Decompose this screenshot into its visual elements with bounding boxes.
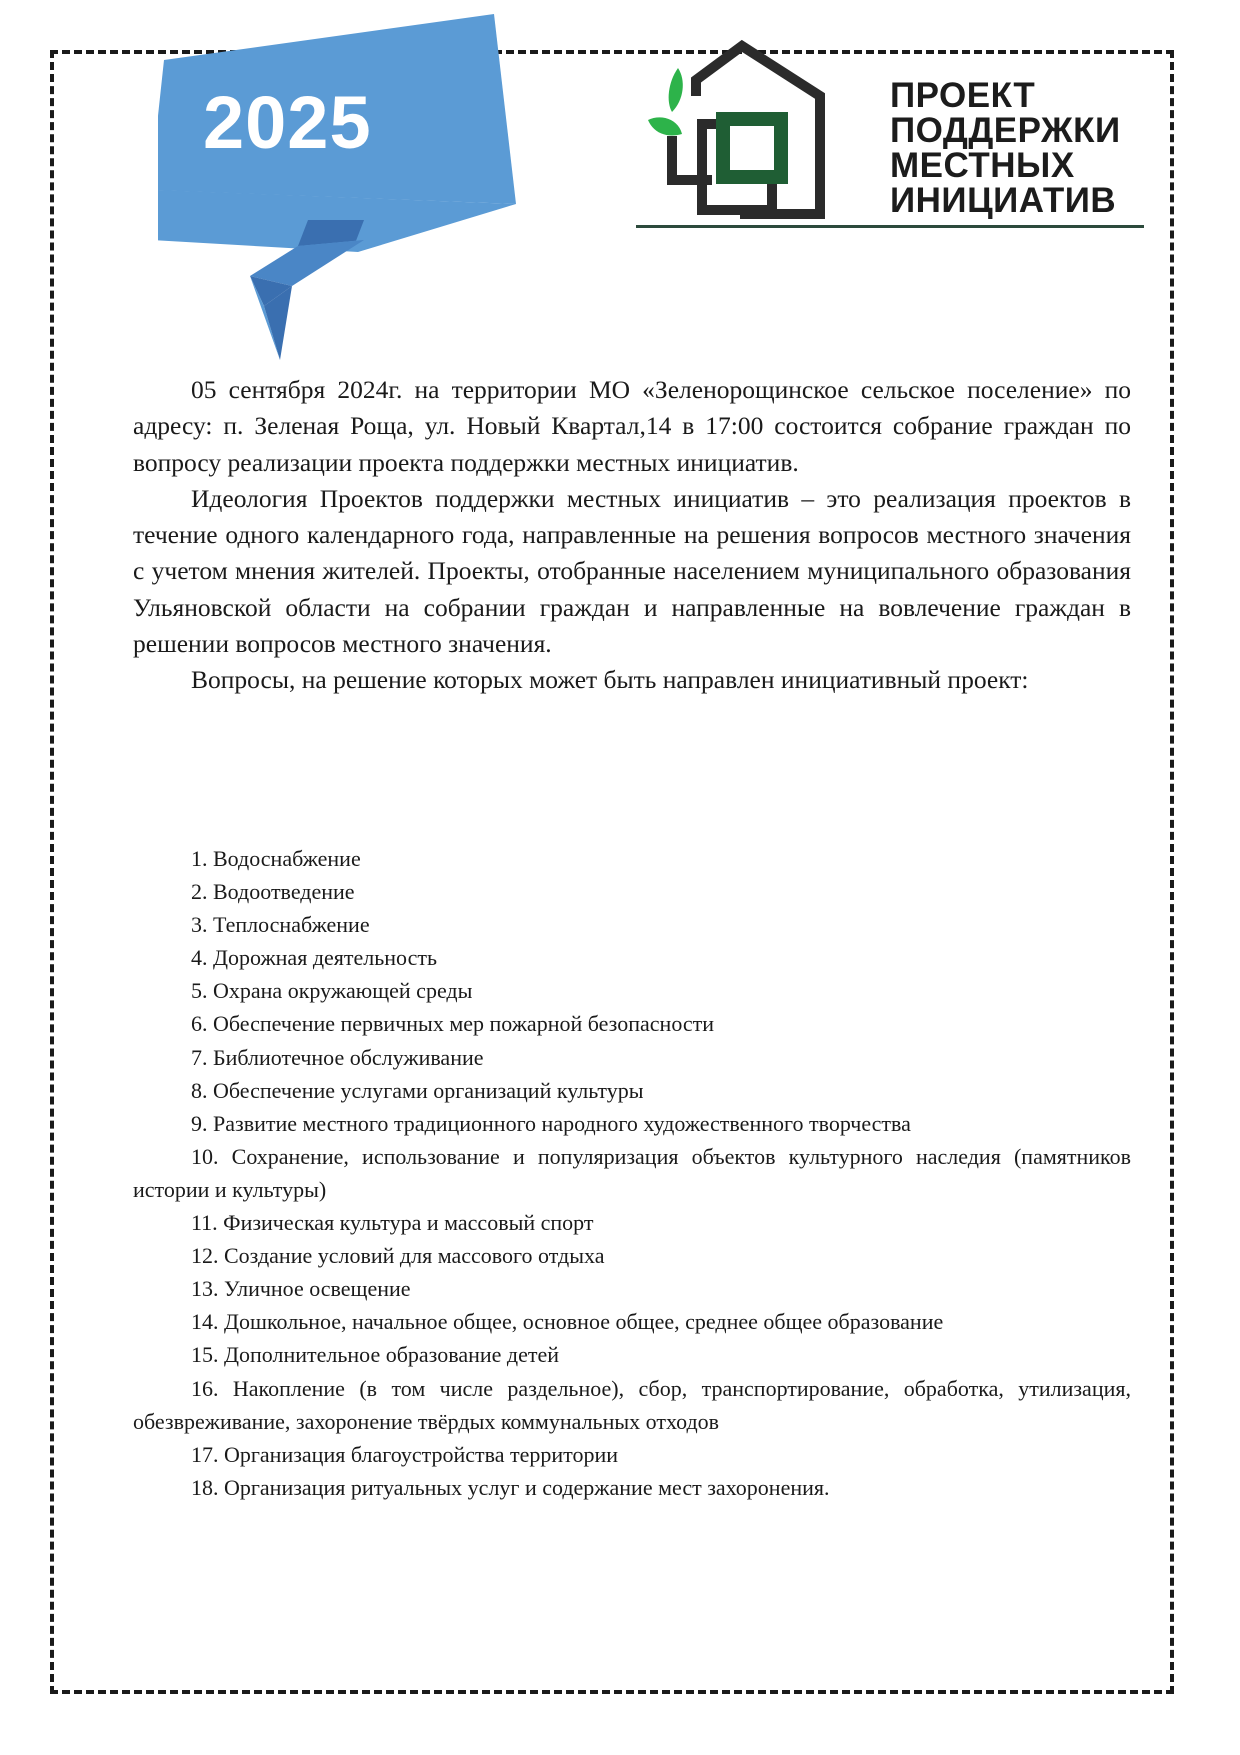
house-leaves-logo-icon <box>638 38 860 220</box>
logo-line-3: МЕСТНЫХ <box>890 146 1075 185</box>
logo-underline <box>636 225 1144 228</box>
paragraph-ideology: Идеология Проектов поддержки местных инициатив – это реализация проектов в течение одного календарного года, направленные на решения вопросов местного значения с учетом мнения жителей. Проекты, отобранные населением муниципального образования Ульяновской области на собрании граждан и направленные на вовлечение граждан в решении вопросов местного значения. <box>133 483 1131 659</box>
list-item: 13. Уличное освещение <box>191 1276 411 1302</box>
logo-line-4: ИНИЦИАТИВ <box>890 181 1117 220</box>
list-item: 18. Организация ритуальных услуг и содержание мест захоронения. <box>191 1474 830 1500</box>
list-item: 5. Охрана окружающей среды <box>191 978 473 1004</box>
list-item: 10. Сохранение, использование и популяризация объектов культурного наследия (памятников истории и культуры) <box>133 1143 1131 1202</box>
list-item: 17. Организация благоустройства территории <box>191 1441 619 1467</box>
list-item: 2. Водоотведение <box>191 879 355 905</box>
list-item: 7. Библиотечное обслуживание <box>191 1044 484 1070</box>
list-item: 15. Дополнительное образование детей <box>191 1342 560 1368</box>
list-item: 4. Дорожная деятельность <box>191 945 438 971</box>
list-item: 8. Обеспечение услугами организаций культуры <box>191 1077 644 1103</box>
list-item: 1. Водоснабжение <box>191 846 361 871</box>
announcement-text <box>133 372 1131 699</box>
logo-wordmark <box>890 78 1150 218</box>
list-item: 9. Развитие местного традиционного народного художественного творчества <box>191 1110 911 1136</box>
list-item: 3. Теплоснабжение <box>191 912 370 938</box>
paragraph-meeting: 05 сентября 2024г. на территории МО «Зеленорощинское сельское поселение» по адресу: п. Зеленая Роща, ул. Новый Квартал,14 в 17:00 состоится собрание граждан по вопросу реализации проекта поддержки местных инициатив. <box>133 375 1131 477</box>
year-label: 2025 <box>203 81 372 164</box>
list-item: 14. Дошкольное, начальное общее, основное общее, среднее общее образование <box>191 1309 944 1335</box>
list-item: 6. Обеспечение первичных мер пожарной безопасности <box>191 1011 715 1037</box>
year-ribbon-banner <box>158 14 518 360</box>
logo-line-1: ПРОЕКТ <box>890 76 1036 115</box>
list-item: 12. Создание условий для массового отдыха <box>191 1243 605 1269</box>
paragraph-questions-intro: Вопросы, на решение которых может быть направлен инициативный проект: <box>191 665 1029 695</box>
list-item: 11. Физическая культура и массовый спорт <box>191 1210 594 1236</box>
list-item: 16. Накопление (в том числе раздельное), сбор, транспортирование, обработка, утилизация, обезвреживание, захоронение твёрдых коммунальных отходов <box>133 1375 1131 1434</box>
questions-list <box>133 842 1131 1504</box>
logo-line-2: ПОДДЕРЖКИ <box>890 111 1121 150</box>
